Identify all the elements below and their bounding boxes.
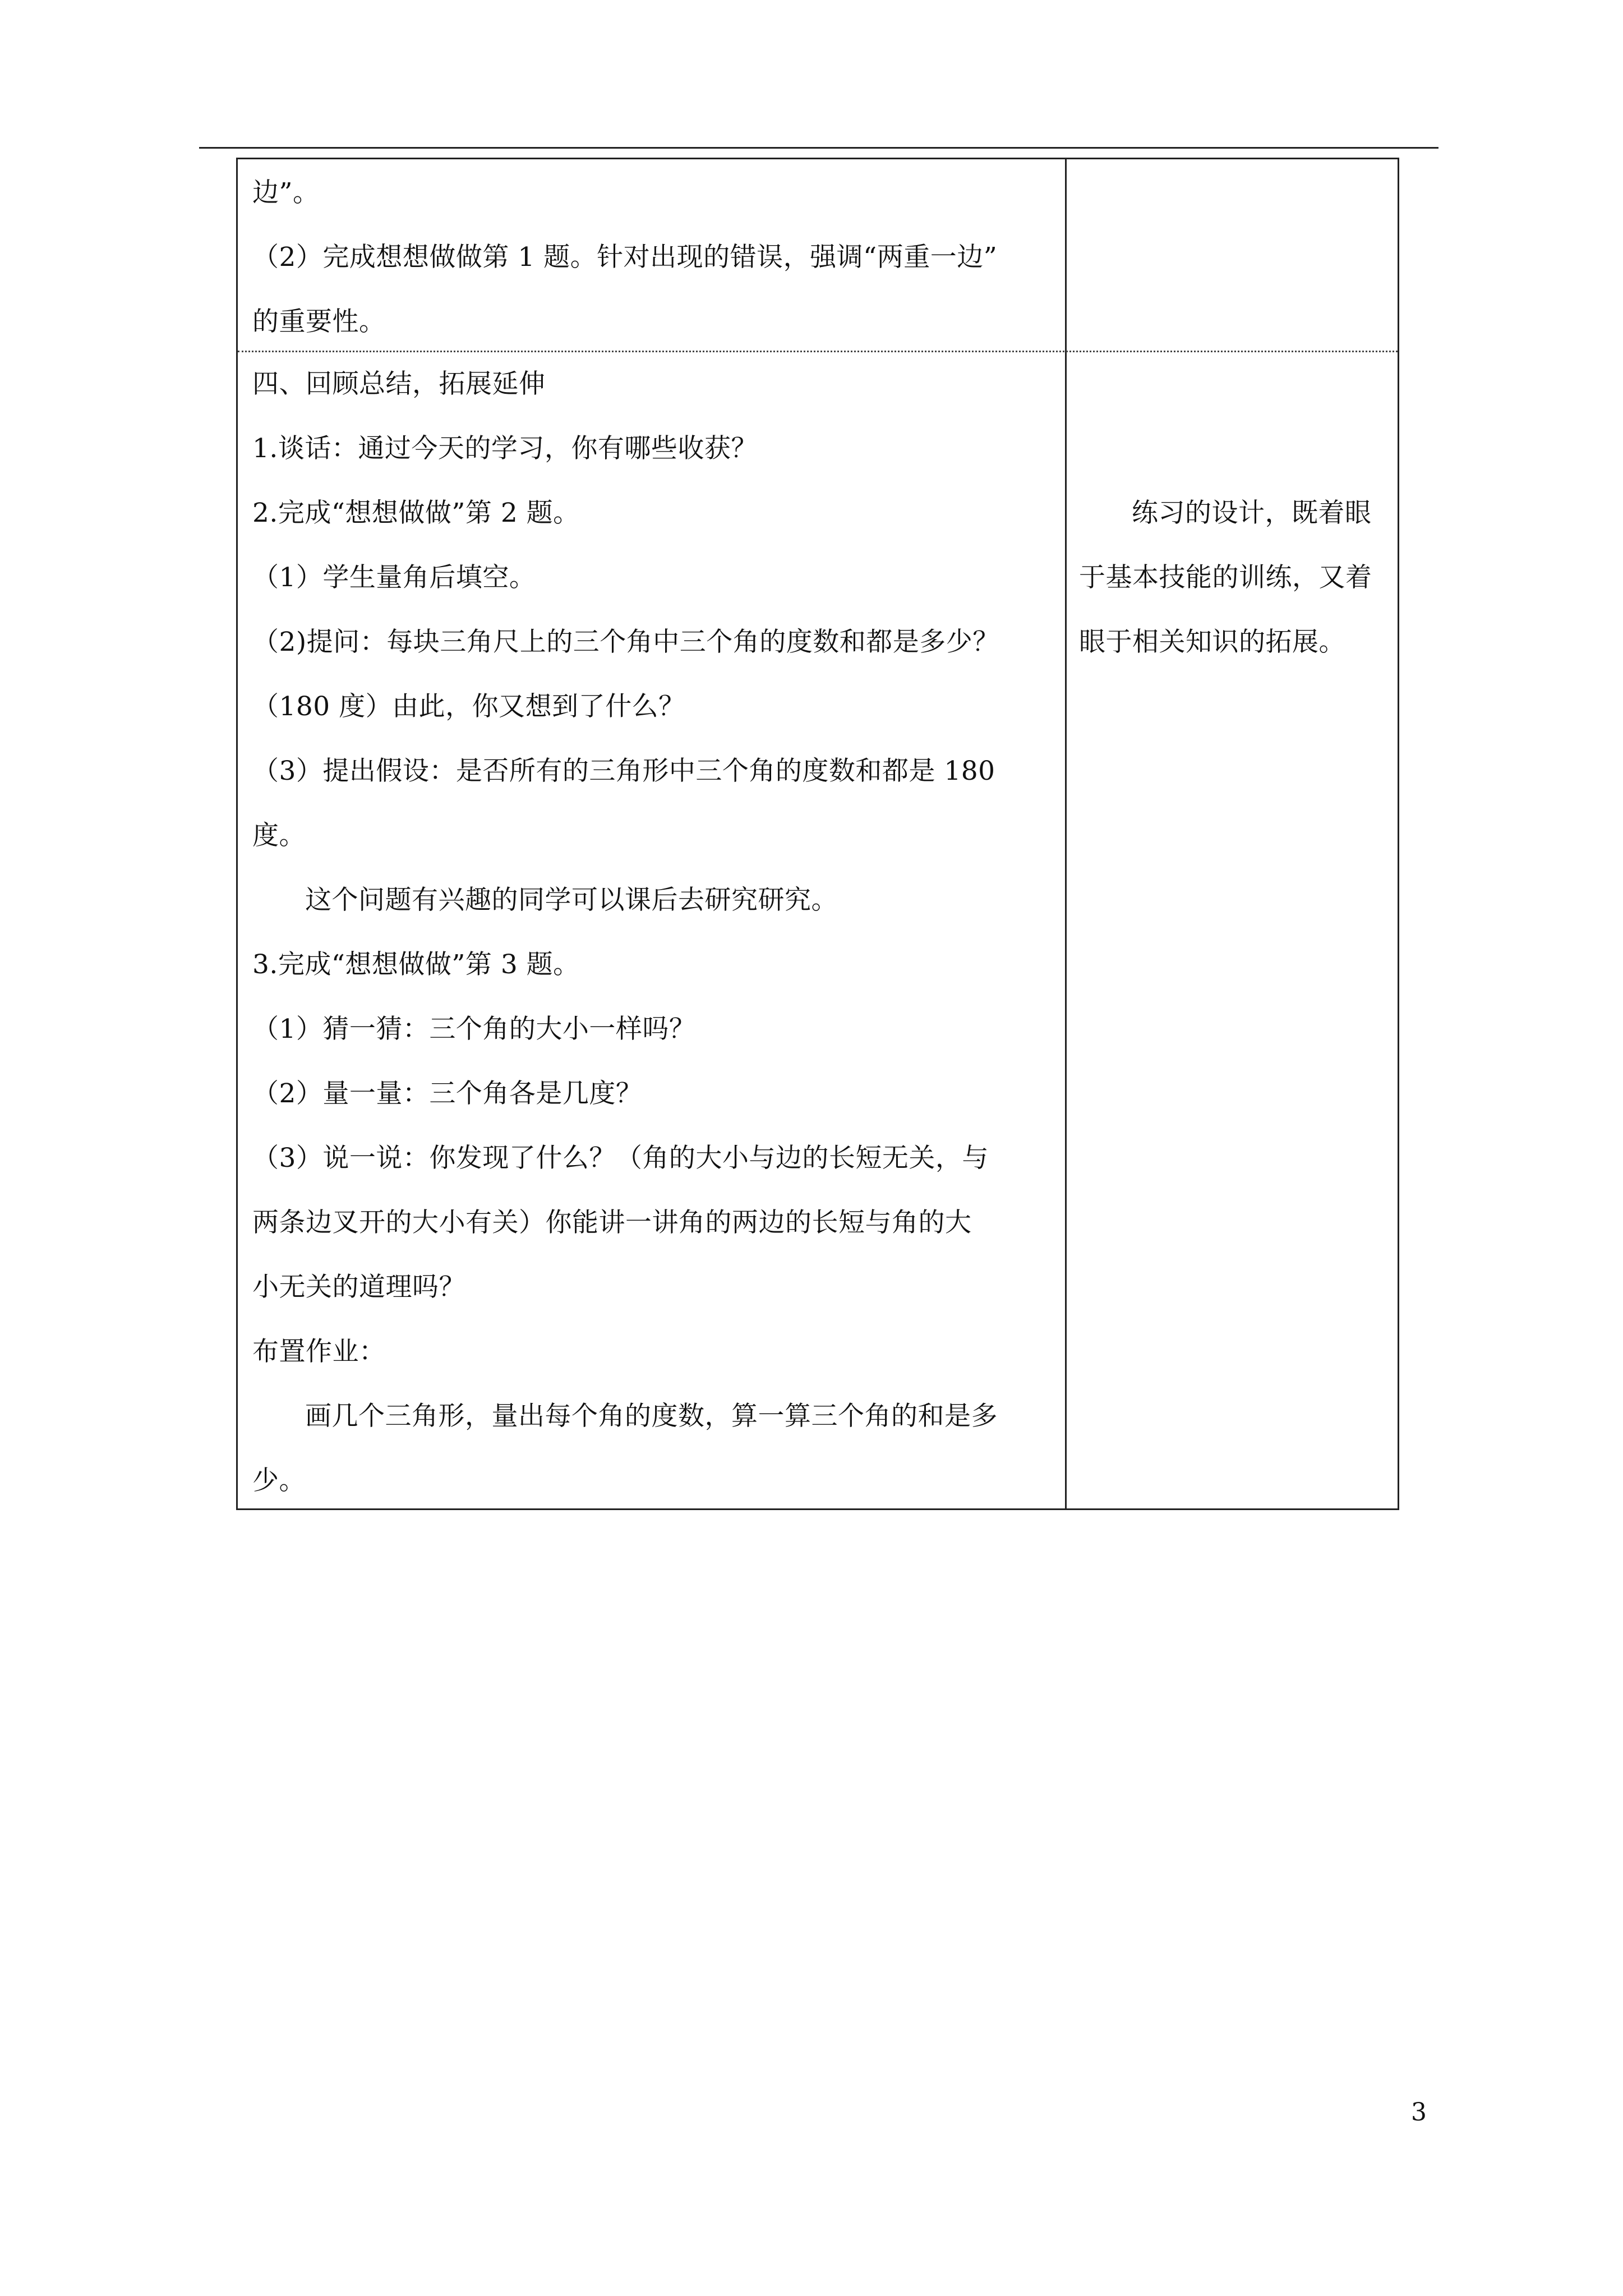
process-cell-bottom xyxy=(252,353,1060,1513)
note-line: 于基本技能的训练，又着 xyxy=(1079,562,1372,593)
page-number: 3 xyxy=(1411,2098,1427,2127)
text-line: 小无关的道理吗？ xyxy=(252,1272,465,1303)
process-cell-top xyxy=(252,159,1060,354)
text-line: （180 度）由此，你又想到了什么？ xyxy=(252,691,685,722)
text-line: （2）完成想想做做第 1 题。针对出现的错误，强调“两重一边” xyxy=(252,242,998,273)
text-line: 的重要性。 xyxy=(252,306,386,337)
text-line: （3）说一说：你发现了什么？（角的大小与边的长短无关，与 xyxy=(252,1143,989,1174)
text-line: 画几个三角形，量出每个角的度数，算一算三个角的和是多 xyxy=(305,1401,998,1432)
text-line: 边”。 xyxy=(252,177,320,208)
text-line: 1.谈话：通过今天的学习，你有哪些收获？ xyxy=(252,433,758,464)
text-line: （2)提问：每块三角尺上的三个角中三个角的度数和都是多少？ xyxy=(252,627,999,657)
text-line: 这个问题有兴趣的同学可以课后去研究研究。 xyxy=(305,885,838,915)
text-line: （1）学生量角后填空。 xyxy=(252,562,536,593)
text-line: 两条边叉开的大小有关）你能讲一讲角的两边的长短与角的大 xyxy=(252,1207,972,1238)
text-line: （3）提出假设：是否所有的三角形中三个角的度数和都是 180 xyxy=(252,756,995,786)
note-line: 练习的设计，既着眼 xyxy=(1132,498,1372,528)
text-line: 布置作业： xyxy=(252,1336,386,1367)
text-line: 度。 xyxy=(252,820,306,851)
lesson-table xyxy=(236,158,1399,1510)
note-cell-bottom xyxy=(1071,353,1396,674)
text-line: （2）量一量：三个角各是几度？ xyxy=(252,1078,643,1109)
header-rule xyxy=(199,147,1438,149)
section-heading: 四、回顾总结，拓展延伸 xyxy=(252,369,546,399)
design-note xyxy=(1071,481,1396,674)
text-line: 少。 xyxy=(252,1465,306,1496)
note-line: 眼于相关知识的拓展。 xyxy=(1079,627,1345,657)
text-line: 2.完成“想想做做”第 2 题。 xyxy=(252,498,580,528)
column-divider xyxy=(1065,159,1067,1508)
text-line: （1）猜一猜：三个角的大小一样吗？ xyxy=(252,1014,696,1045)
text-line: 3.完成“想想做做”第 3 题。 xyxy=(252,949,580,980)
